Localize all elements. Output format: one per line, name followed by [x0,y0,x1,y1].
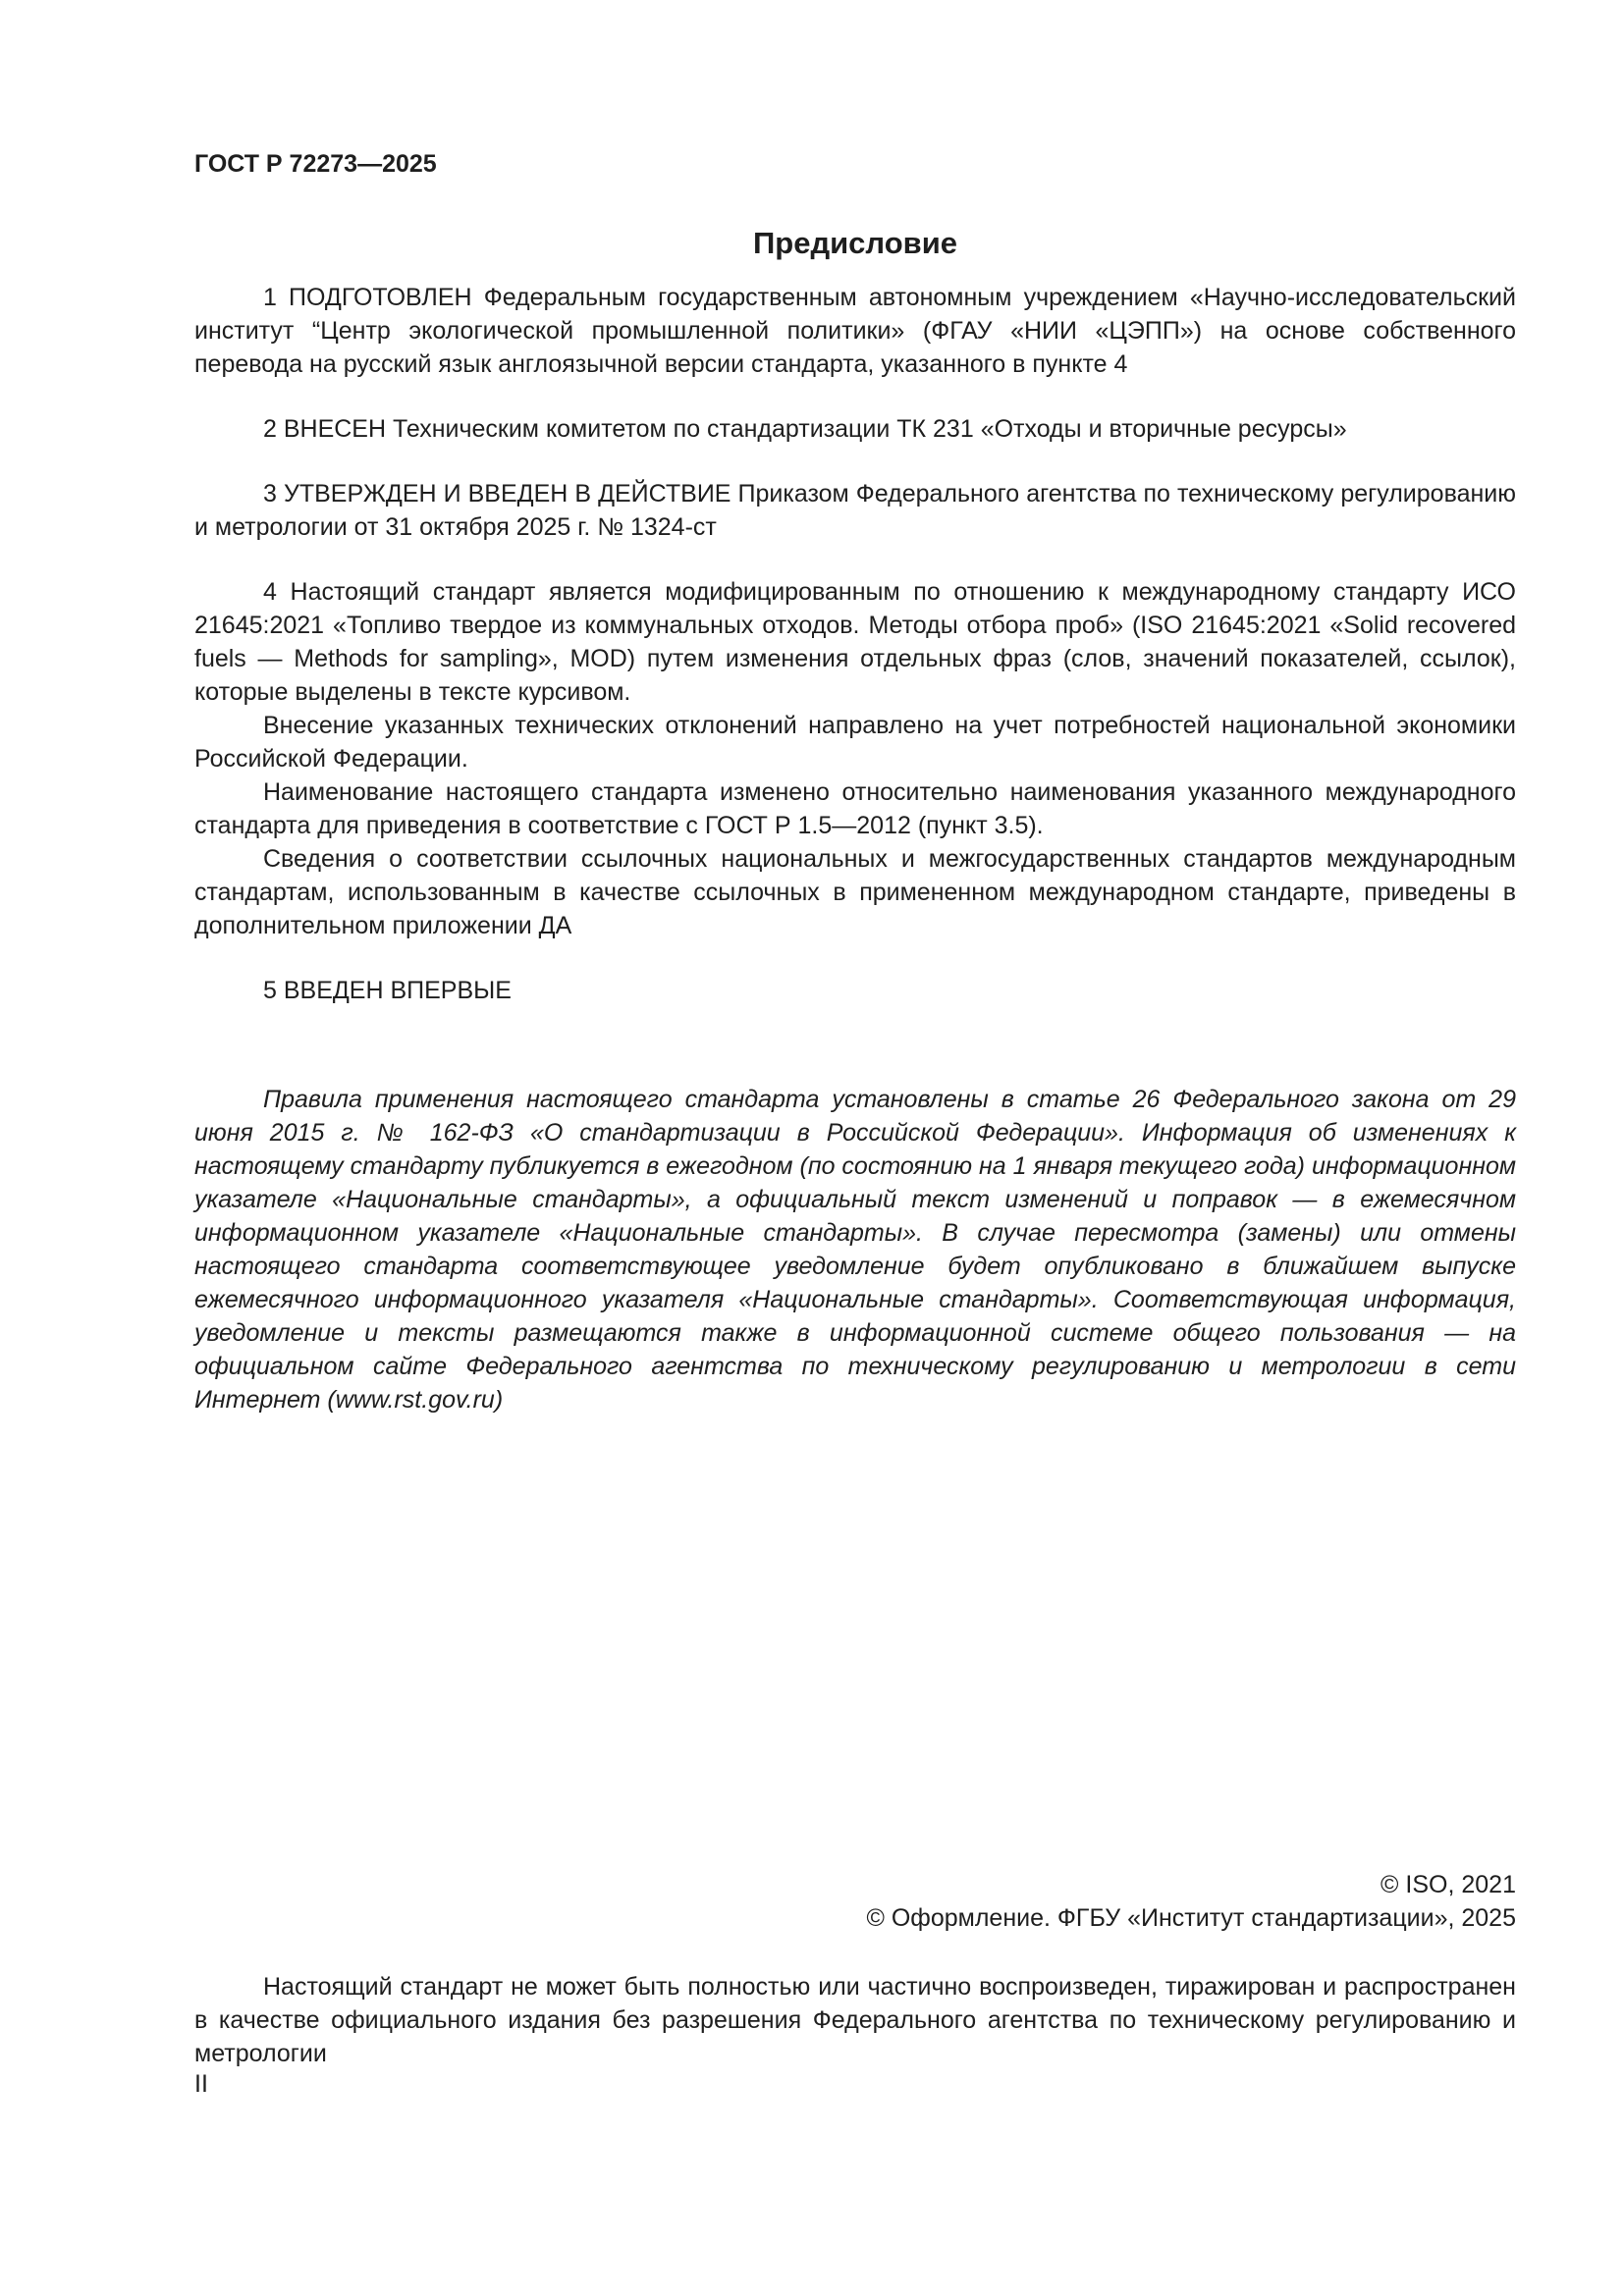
application-rules-notice: Правила применения настоящего стандарта установлены в статье 26 Федерального закона от 29 июня 2015 г. № 162-ФЗ «О стандартизации в Российской Федерации». Информация об изменениях к настоящему стандарту публикуется в ежегодном (по состоянию на 1 января текущего года) информационном указателе «Национальные стандарты», а официальный текст изменений и поправок — в ежемесячном информационном указателе «Национальные стандарты». В случае пересмотра (замены) или отмены настоящего стандарта соответствующее уведомление будет опубликовано в ближайшем выпуске ежемесячного информационного указателя «Национальные стандарты». Соответствующая информация, уведомление и тексты размещаются также в информационной системе общего пользования — на официальном сайте Федерального агентства по техническому регулированию и метрологии в сети Интернет (www.rst.gov.ru) [194,1086,1517,1414]
reproduction-rights: Настоящий стандарт не может быть полностью или частично воспроизведен, тиражирован и распространен в качестве официального издания без разрешения Федерального агентства по техническому регулированию и метрологии [194,1973,1516,2067]
foreword-body [194,281,1516,1007]
foreword-item-4-deviations: Внесение указанных технических отклонений направлено на учет потребностей национальной экономики Российской Федерации. [194,712,1516,773]
copyright-iso: © ISO, 2021 [1380,1871,1516,1898]
foreword-item-3: 3 УТВЕРЖДЕН И ВВЕДЕН В ДЕЙСТВИЕ Приказом Федерального агентства по техническому регулированию и метрологии от 31 октября 2025 г. № 1324-ст [194,480,1516,541]
document-number: ГОСТ Р 72273—2025 [194,150,437,178]
foreword-item-4: 4 Настоящий стандарт является модифицированным по отношению к международному стандарту ИСО 21645:2021 «Топливо твердое из коммунальных отходов. Методы отбора проб» (ISO 21645:2021 «Solid recovered fuels — Methods for sampling», MOD) путем изменения отдельных фраз (слов, значений показателей, ссылок), которые выделены в тексте курсивом. [194,578,1516,706]
copyright-design: © Оформление. ФГБУ «Институт стандартизации», 2025 [866,1904,1516,1932]
page-number: II [194,2070,208,2098]
page-title: Предисловие [752,226,957,260]
foreword-item-5: 5 ВВЕДЕН ВПЕРВЫЕ [263,977,512,1004]
copyright-block [194,1868,1516,1935]
foreword-item-2: 2 ВНЕСЕН Техническим комитетом по стандартизации ТК 231 «Отходы и вторичные ресурсы» [263,415,1347,443]
foreword-item-4-references: Сведения о соответствии ссылочных национальных и межгосударственных стандартов международным стандартам, использованным в качестве ссылочных в примененном международном стандарте, приведены в дополнительном приложении ДА [194,845,1516,939]
foreword-item-1: 1 ПОДГОТОВЛЕН Федеральным государственным автономным учреждением «Научно-исследовательский институт “Центр экологической промышленной политики» (ФГАУ «НИИ «ЦЭПП») на основе собственного перевода на русский язык англоязычной версии стандарта, указанного в пункте 4 [194,284,1516,378]
foreword-item-4-title-change: Наименование настоящего стандарта изменено относительно наименования указанного международного стандарта для приведения в соответствие с ГОСТ Р 1.5—2012 (пункт 3.5). [194,778,1516,839]
